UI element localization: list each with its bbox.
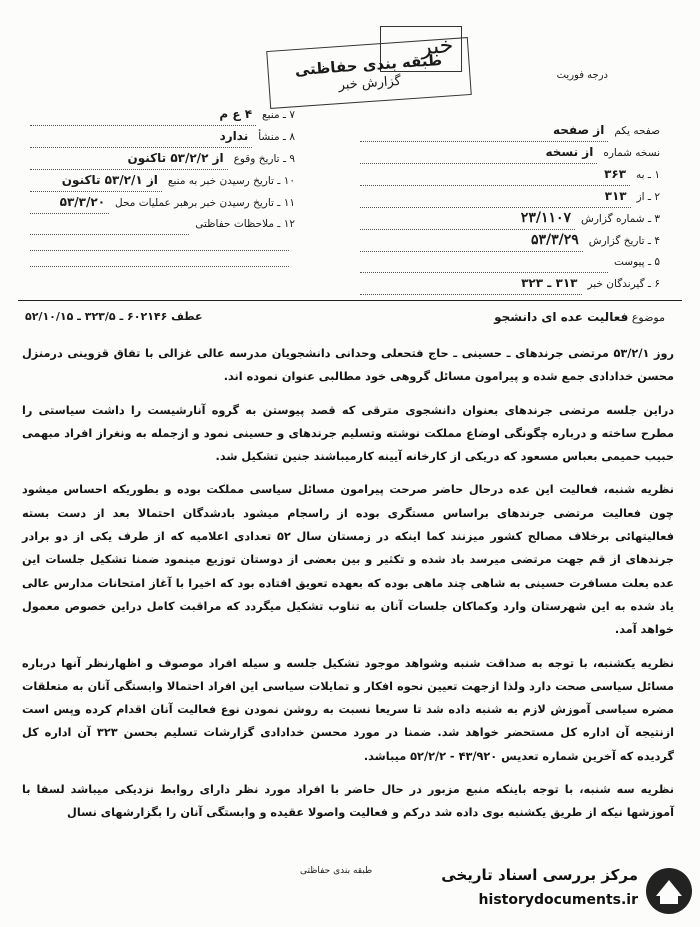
paragraph: نظریه سه شنبه، با توجه باینکه منبع مزبور در حال حاضر با افراد مورد نظر دارای روابط نزدیکی میباشد لسفا با آموزشها نیکه از طریق یکشنبه بوی داده شد درکم و فعالیت واصولا عقیده و وابستگی آنان را بگزارشهای نسال bbox=[22, 783, 674, 820]
form-row bbox=[30, 235, 295, 251]
form-row: ۱ ـ به ۳۶۳ bbox=[360, 164, 660, 186]
stamp-title: طبقه بندی حفاظتی bbox=[294, 50, 443, 79]
form-row bbox=[30, 251, 295, 267]
form-row: ۳ ـ شماره گزارش ۲۳/۱۱۰۷ bbox=[360, 208, 660, 230]
form-row: ۹ ـ تاریخ وقوع از ۵۳/۲/۲ تاکنون bbox=[30, 148, 295, 170]
form-row: ۴ ـ تاریخ گزارش ۵۳/۳/۲۹ bbox=[360, 230, 660, 252]
stamp-handwriting: خبر bbox=[420, 33, 455, 61]
form-row: ۱۲ ـ ملاحظات حفاظتی bbox=[30, 214, 295, 235]
form-row: ۱۱ ـ تاریخ رسیدن خبر برهبر عملیات محل ۵۳/۳/۲۰ bbox=[30, 192, 295, 214]
footer-classification: طبقه بندی حفاظتی bbox=[300, 866, 373, 876]
watermark-url: historydocuments.ir bbox=[478, 892, 638, 908]
form-row: ۲ ـ از ۳۱۳ bbox=[360, 186, 660, 208]
subject-row bbox=[25, 310, 665, 324]
subject-title: فعالیت عده ای دانشجو bbox=[494, 310, 629, 324]
header-divider bbox=[18, 300, 682, 301]
form-fields-left bbox=[30, 104, 295, 267]
report-body bbox=[22, 342, 674, 825]
archive-logo-icon bbox=[644, 866, 694, 916]
paragraph: دراین جلسه مرتضی جرندهای بعنوان دانشجوی مترقی که قصد پیوستن به گروه آنارشیست را داشت سیاستی را مطرح ساخته و درباره چگونگی اوضاع مملکت نوشته وتسلیم جرندهای و حسینی نمود و ازجمله به ونغراز افراد مبهمی حبیب حمیمی بعباس مسعود که دریکی از کارخانه آیینه کارمیباشند جنین تشکیل شد. bbox=[22, 403, 674, 464]
urgency-label: درجه فوریت bbox=[556, 70, 608, 81]
archive-watermark bbox=[426, 860, 696, 920]
stamp-subtitle: گزارش خبر bbox=[338, 73, 402, 93]
form-row: ۷ ـ منبع ۴ ع م bbox=[30, 104, 295, 126]
form-row: ۸ ـ منشأ ندارد bbox=[30, 126, 295, 148]
watermark-title: مرکز بررسی اسناد تاریخی bbox=[441, 866, 638, 884]
form-row: ۶ ـ گیرندگان خبر ۳۱۳ ـ ۳۲۳ bbox=[360, 273, 660, 295]
classification-stamp bbox=[266, 33, 472, 109]
paragraph: روز ۵۳/۲/۱ مرتضی جرندهای ـ حسینی ـ حاج فتحعلی وحدانی دانشجویان مدرسه عالی غزالی با تفاق قزوینی درمنزل محسن خدادادی جمع شده و پیرامون مسائل گروهی خود مطالبی عنوان نموده اند. bbox=[22, 347, 674, 384]
form-row: ۱۰ ـ تاریخ رسیدن خبر به منبع از ۵۳/۲/۱ تاکنون bbox=[30, 170, 295, 192]
form-row: ۵ ـ پیوست bbox=[360, 252, 660, 273]
form-fields-right bbox=[360, 120, 660, 295]
form-row: نسخه شماره از نسخه bbox=[360, 142, 660, 164]
paragraph: نظریه یکشنبه، با توجه به صداقت شنبه وشواهد موجود تشکیل جلسه و سیله افراد موصوف و اظهارنظر آنها درباره مسائل سیاسی صحت دارد ولذا ازجهت تعیین نحوه افکار و تمایلات سیاسی این افراد احتمالا وابستگی آنان به متعلقات مضره سیاسی آموزش لازم به شنبه داده شد تا سریعا نسبت به روشن نمودن نوع فعالیت آنان اقدام کرده وپس است ازنتیجه آن اداره کل مستحضر خواهد شد. ضمنا در مورد محسن خدادادی گزارشات تسلیم بحسن ۳۲۳ آن اداره کل گردیده که آخرین شماره تعدیس ۴۳/۹۲۰ - ۵۲/۲/۲ میباشد. bbox=[22, 656, 674, 763]
reference-number: عطف ۶۰۲۱۴۶ ـ ۳۲۳/۵ ـ ۵۲/۱۰/۱۵ bbox=[25, 310, 203, 323]
form-row: صفحه یکم از صفحه bbox=[360, 120, 660, 142]
subject-label: موضوع bbox=[631, 311, 665, 324]
subject-block bbox=[494, 310, 665, 324]
paragraph: نظریه شنبه، فعالیت این عده درحال حاضر صرحت پیرامون مسائل سیاسی مملکت بوده و بطوریکه احساس میشود چون فعالیت مرتضی جرندهای براساس مستگری بوده از راسجام میشود بادشدگان احتمالا بعد از دست بسته فعالیتهائی برخلاف مصالح کشور میزنند کما اینکه در زمستان سال ۵۲ تعدادی اعلامیه که از طرف یکی از دو برادر جرندهای از قم جهت مرتضی میرسد باد شده و تکثیر و بین بعضی از دوستان توزیع مینمود ضمنا تشکیل جلسات این عده بعلت مسافرت حسینی به شاهی چند ماهی بوده که بعهده تعویق افتاده بود که اخیرا با آغاز امتحانات مدارس عالی یاد شده به این شهرستان وارد وکماکان جلسات آنان به تناوب تشکیل میگردد که مراقبت کامل دراین خصوص معمول خواهد آمد. bbox=[22, 483, 674, 637]
